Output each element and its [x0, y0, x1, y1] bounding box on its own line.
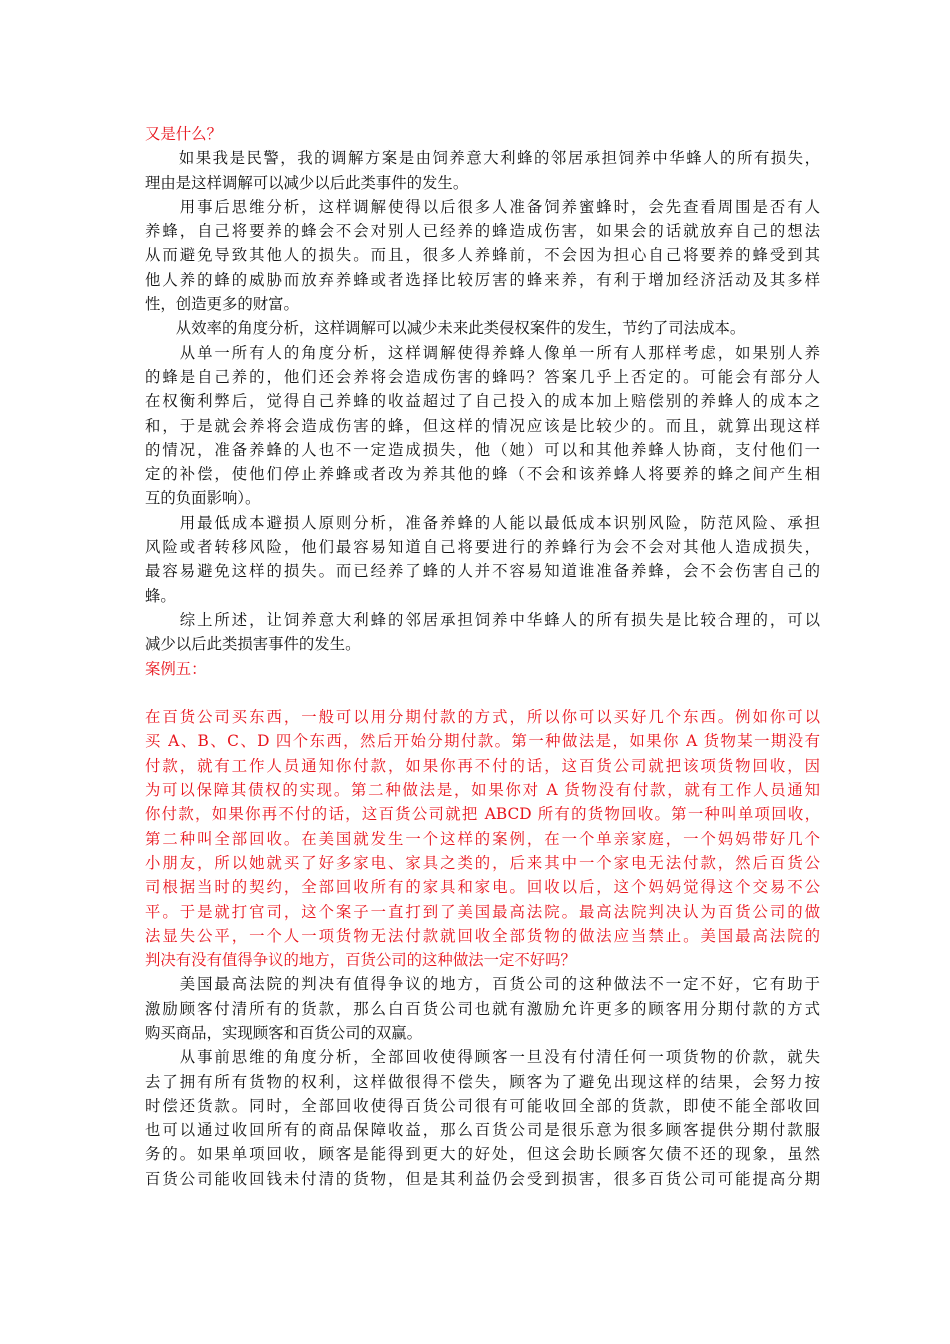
text-line: 性，创造更多的财富。	[145, 295, 299, 314]
text-line: 在百货公司买东西，一般可以用分期付款的方式，所以你可以买好几个东西。例如你可以	[145, 708, 820, 727]
text-line: 风险或者转移风险，他们最容易知道自己将要进行的养蜂行为会不会对其他人造成损失，	[145, 538, 820, 557]
text-line: 美国最高法院的判决有值得争议的地方，百货公司的这种做法不一定不好，它有助于	[145, 975, 820, 994]
text-line: 用事后思维分析，这样调解使得以后很多人准备饲养蜜蜂时，会先查看周围是否有人	[145, 197, 820, 216]
blank-line	[145, 681, 820, 705]
text-line: 用最低成本避损人原则分析，准备养蜂的人能以最低成本识别风险，防范风险、承担	[145, 513, 820, 532]
text-line: 互的负面影响）。	[145, 489, 261, 508]
text-line: 买 A、B、C、D 四个东西，然后开始分期付款。第一种做法是，如果你 A 货物某一期没有	[145, 732, 820, 751]
text-line: 在权衡利弊后，觉得自己养蜂的收益超过了自己投入的成本加上赔偿别的养蜂人的成本之	[145, 392, 820, 411]
text-line: 你付款，如果你再不付的话，这百货公司就把 ABCD 所有的货物回收。第一种叫单项回收，	[145, 805, 820, 824]
text-line: 付款，就有工作人员通知你付款，如果你再不付的话，这百货公司就把该项货物回收，因	[145, 756, 820, 775]
text-line: 司根据当时的契约，全部回收所有的家具和家电。回收以后，这个妈妈觉得这个交易不公	[145, 878, 820, 897]
text-line: 从而避免导致其他人的损失。而且，很多人养蜂前，不会因为担心自己将要养的蜂受到其	[145, 246, 820, 265]
document-page	[145, 122, 820, 1191]
text-line: 减少以后此类损害事件的发生。	[145, 635, 361, 654]
text-line: 务的。如果单项回收，顾客是能得到更大的好处，但这会助长顾客欠债不还的现象，虽然	[145, 1145, 820, 1164]
text-line: 购买商品，实现顾客和百货公司的双赢。	[145, 1023, 423, 1042]
text-line: 又是什么？	[145, 125, 222, 143]
text-line: 激励顾客付清所有的货款，那么白百货公司也就有激励允许更多的顾客用分期付款的方式	[145, 999, 820, 1018]
text-line: 平。于是就打官司，这个案子一直打到了美国最高法院。最高法院判决认为百货公司的做	[145, 902, 820, 921]
text-line: 去了拥有所有货物的权利，这样做很得不偿失，顾客为了避免出现这样的结果，会努力按	[145, 1072, 820, 1091]
text-line: 法显失公平，一个人一项货物无法付款就回收全部货物的做法应当禁止。美国最高法院的	[145, 926, 820, 945]
text-line: 和，于是就会养将会造成伤害的蜂，但这样的情况应该是比较少的。而且，就算出现这样	[145, 416, 820, 435]
text-line: 也可以通过收回所有的商品保障收益，那么百货公司是很乐意为很多顾客提供分期付款服	[145, 1121, 820, 1140]
text-line: 综上所述，让饲养意大利蜂的邻居承担饲养中华蜂人的所有损失是比较合理的，可以	[145, 610, 820, 629]
text-line: 养蜂，自己将要养的蜂会不会对别人已经养的蜂造成伤害，如果会的话就放弃自己的想法	[145, 222, 820, 241]
text-line: 从事前思维的角度分析，全部回收使得顾客一旦没有付清任何一项货物的价款，就失	[145, 1048, 820, 1067]
text-line: 的情况，准备养蜂的人也不一定造成损失，他（她）可以和其他养蜂人协商，支付他们一	[145, 440, 820, 459]
text-line: 为可以保障其债权的实现。第二种做法是，如果你对 A 货物没有付款，就有工作人员通知	[145, 781, 820, 800]
text-line: 他人养的蜂的威胁而放弃养蜂或者选择比较厉害的蜂来养，有利于增加经济活动及其多样	[145, 270, 820, 289]
text-line: 从效率的角度分析，这样调解可以减少未来此类侵权案件的发生，节约了司法成本。	[145, 319, 746, 338]
text-line: 从单一所有人的角度分析，这样调解使得养蜂人像单一所有人那样考虑，如果别人养	[145, 343, 820, 362]
text-line: 百货公司能收回钱未付清的货物，但是其利益仍会受到损害，很多百货公司可能提高分期	[145, 1169, 820, 1188]
text-line: 理由是这样调解可以减少以后此类事件的发生。	[145, 173, 469, 192]
text-line: 如果我是民警，我的调解方案是由饲养意大利蜂的邻居承担饲养中华蜂人的所有损失，	[145, 149, 820, 168]
text-line: 最容易避免这样的损失。而已经养了蜂的人并不容易知道谁准备养蜂，会不会伤害自己的	[145, 562, 820, 581]
text-line: 判决有没有值得争议的地方，百货公司的这种做法一定不好吗？	[145, 951, 576, 970]
text-line: 第二种叫全部回收。在美国就发生一个这样的案例，在一个单亲家庭，一个妈妈带好几个	[145, 829, 820, 848]
text-line: 时偿还货款。同时，全部回收使得百货公司很有可能收回全部的货款，即使不能全部收回	[145, 1096, 820, 1115]
text-line: 小朋友，所以她就买了好多家电、家具之类的，后来其中一个家电无法付款，然后百货公	[145, 853, 820, 872]
text-line: 定的补偿，使他们停止养蜂或者改为养其他的蜂（不会和该养蜂人将要养的蜂之间产生相	[145, 465, 820, 484]
text-line: 案例五：	[145, 659, 207, 678]
text-line: 的蜂是自己养的，他们还会养将会造成伤害的蜂吗？答案几乎上否定的。可能会有部分人	[145, 367, 820, 386]
text-line: 蜂。	[145, 586, 176, 605]
